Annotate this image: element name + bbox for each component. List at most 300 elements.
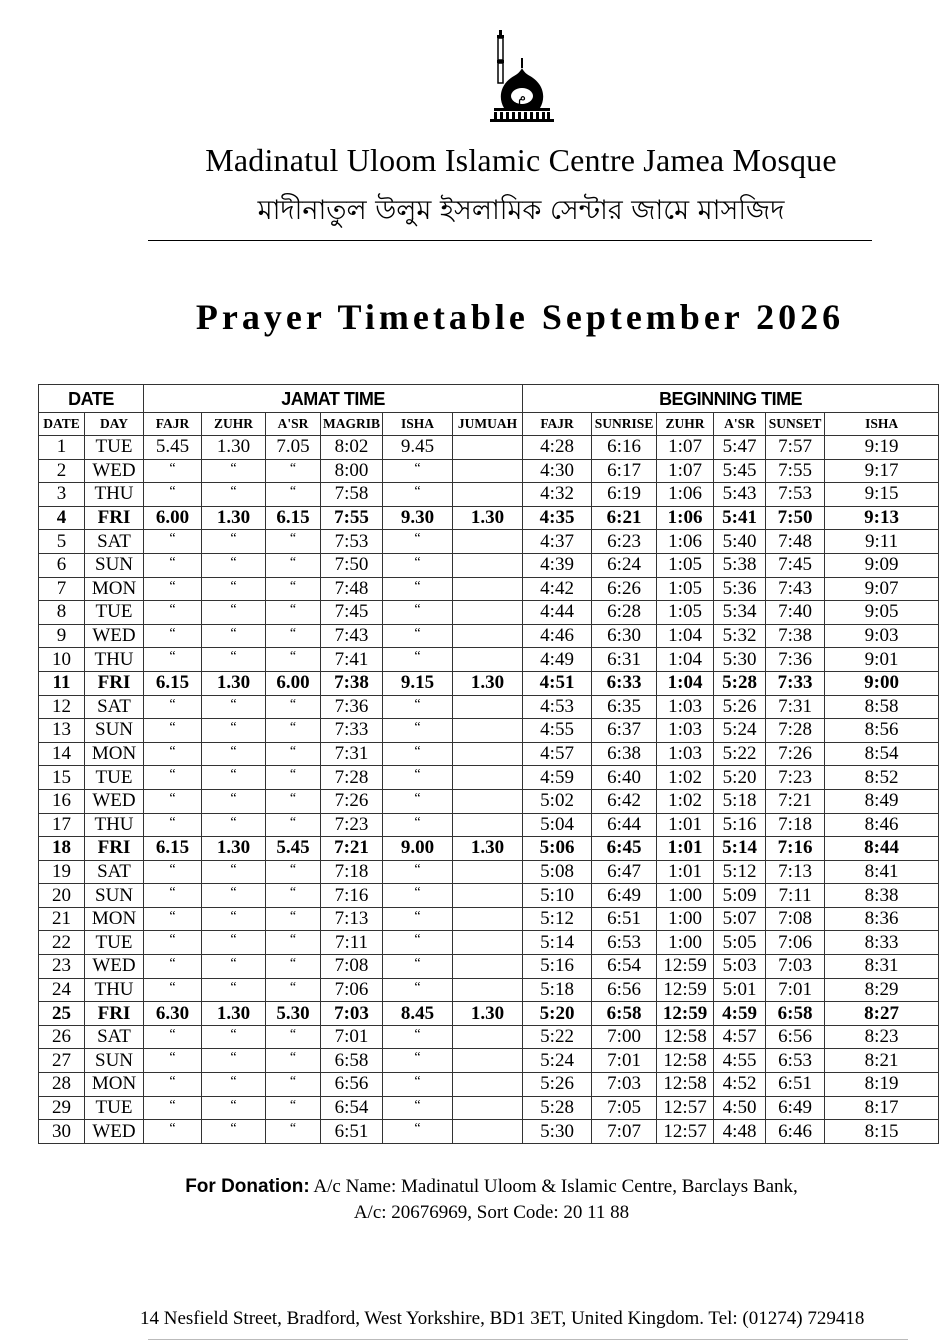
sunset-cell: 7:36 bbox=[766, 648, 825, 672]
begin-zuhr-cell: 1:03 bbox=[657, 742, 714, 766]
sunrise-cell: 6:28 bbox=[592, 601, 657, 625]
date-cell: 23 bbox=[39, 955, 85, 979]
jamat-jumuah-cell bbox=[453, 648, 523, 672]
jamat-magrib-cell: 7:43 bbox=[321, 624, 383, 648]
table-row bbox=[39, 530, 939, 554]
donation-label: For Donation: bbox=[185, 1176, 310, 1197]
jamat-jumuah-cell bbox=[453, 978, 523, 1002]
begin-zuhr-cell: 12:59 bbox=[657, 955, 714, 979]
begin-fajr-cell: 4:46 bbox=[523, 624, 592, 648]
table-row bbox=[39, 671, 939, 695]
sunrise-cell: 6:35 bbox=[592, 695, 657, 719]
jamat-zuhr-cell: “ bbox=[202, 1096, 266, 1120]
column-header: MAGRIB bbox=[321, 413, 383, 436]
begin-asr-cell: 5:12 bbox=[714, 860, 766, 884]
jamat-zuhr-cell: “ bbox=[202, 530, 266, 554]
jamat-jumuah-cell bbox=[453, 436, 523, 460]
begin-fajr-cell: 4:42 bbox=[523, 577, 592, 601]
begin-zuhr-cell: 1:05 bbox=[657, 577, 714, 601]
day-cell: WED bbox=[85, 624, 144, 648]
day-cell: THU bbox=[85, 978, 144, 1002]
sunset-cell: 7:48 bbox=[766, 530, 825, 554]
table-row bbox=[39, 742, 939, 766]
jamat-asr-cell: “ bbox=[266, 530, 321, 554]
jamat-jumuah-cell bbox=[453, 483, 523, 507]
jamat-jumuah-cell bbox=[453, 719, 523, 743]
jamat-isha-cell: “ bbox=[383, 978, 453, 1002]
table-row bbox=[39, 1120, 939, 1144]
jamat-magrib-cell: 7:16 bbox=[321, 884, 383, 908]
table-row bbox=[39, 601, 939, 625]
begin-fajr-cell: 5:12 bbox=[523, 907, 592, 931]
jamat-zuhr-cell: “ bbox=[202, 1073, 266, 1097]
sunrise-cell: 6:51 bbox=[592, 907, 657, 931]
date-cell: 17 bbox=[39, 813, 85, 837]
begin-asr-cell: 5:20 bbox=[714, 766, 766, 790]
day-cell: THU bbox=[85, 483, 144, 507]
begin-zuhr-cell: 1:02 bbox=[657, 766, 714, 790]
day-cell: TUE bbox=[85, 436, 144, 460]
jamat-isha-cell: “ bbox=[383, 1120, 453, 1144]
day-cell: TUE bbox=[85, 601, 144, 625]
jamat-zuhr-cell: “ bbox=[202, 955, 266, 979]
begin-asr-cell: 5:45 bbox=[714, 459, 766, 483]
sunset-cell: 7:57 bbox=[766, 436, 825, 460]
donation-line-1 bbox=[0, 1176, 952, 1198]
sunrise-cell: 6:45 bbox=[592, 837, 657, 861]
jamat-asr-cell: “ bbox=[266, 884, 321, 908]
jamat-fajr-cell: “ bbox=[144, 907, 202, 931]
begin-zuhr-cell: 1:06 bbox=[657, 506, 714, 530]
jamat-magrib-cell: 7:58 bbox=[321, 483, 383, 507]
footer-divider bbox=[148, 1339, 908, 1340]
begin-fajr-cell: 5:26 bbox=[523, 1073, 592, 1097]
jamat-asr-cell: “ bbox=[266, 742, 321, 766]
date-cell: 19 bbox=[39, 860, 85, 884]
begin-isha-cell: 9:13 bbox=[825, 506, 939, 530]
sunset-cell: 6:49 bbox=[766, 1096, 825, 1120]
jamat-zuhr-cell: “ bbox=[202, 789, 266, 813]
sunrise-cell: 6:33 bbox=[592, 671, 657, 695]
begin-fajr-cell: 4:37 bbox=[523, 530, 592, 554]
day-cell: WED bbox=[85, 789, 144, 813]
jamat-isha-cell: “ bbox=[383, 1073, 453, 1097]
day-cell: WED bbox=[85, 459, 144, 483]
jamat-jumuah-cell bbox=[453, 742, 523, 766]
day-cell: MON bbox=[85, 577, 144, 601]
sunrise-cell: 7:01 bbox=[592, 1049, 657, 1073]
jamat-zuhr-cell: “ bbox=[202, 695, 266, 719]
begin-zuhr-cell: 1:03 bbox=[657, 719, 714, 743]
jamat-zuhr-cell: “ bbox=[202, 813, 266, 837]
jamat-fajr-cell: “ bbox=[144, 601, 202, 625]
jamat-jumuah-cell bbox=[453, 1120, 523, 1144]
begin-isha-cell: 8:44 bbox=[825, 837, 939, 861]
date-cell: 21 bbox=[39, 907, 85, 931]
jamat-zuhr-cell: “ bbox=[202, 624, 266, 648]
begin-isha-cell: 8:27 bbox=[825, 1002, 939, 1026]
sunset-cell: 7:45 bbox=[766, 553, 825, 577]
jamat-asr-cell: “ bbox=[266, 1025, 321, 1049]
jamat-jumuah-cell bbox=[453, 459, 523, 483]
jamat-asr-cell: “ bbox=[266, 648, 321, 672]
begin-isha-cell: 9:07 bbox=[825, 577, 939, 601]
day-cell: TUE bbox=[85, 931, 144, 955]
date-cell: 15 bbox=[39, 766, 85, 790]
jamat-zuhr-cell: “ bbox=[202, 719, 266, 743]
jamat-asr-cell: “ bbox=[266, 601, 321, 625]
begin-zuhr-cell: 1:04 bbox=[657, 648, 714, 672]
begin-asr-cell: 5:18 bbox=[714, 789, 766, 813]
day-cell: THU bbox=[85, 813, 144, 837]
jamat-zuhr-cell: “ bbox=[202, 978, 266, 1002]
jamat-zuhr-cell: “ bbox=[202, 1120, 266, 1144]
jamat-jumuah-cell: 1.30 bbox=[453, 671, 523, 695]
sunset-cell: 6:56 bbox=[766, 1025, 825, 1049]
begin-asr-cell: 5:01 bbox=[714, 978, 766, 1002]
sunrise-cell: 6:58 bbox=[592, 1002, 657, 1026]
begin-fajr-cell: 5:28 bbox=[523, 1096, 592, 1120]
table-row bbox=[39, 1049, 939, 1073]
jamat-magrib-cell: 7:18 bbox=[321, 860, 383, 884]
jamat-fajr-cell: “ bbox=[144, 1025, 202, 1049]
column-header: ZUHR bbox=[657, 413, 714, 436]
begin-zuhr-cell: 1:02 bbox=[657, 789, 714, 813]
sunset-cell: 6:53 bbox=[766, 1049, 825, 1073]
jamat-zuhr-cell: “ bbox=[202, 742, 266, 766]
jamat-fajr-cell: “ bbox=[144, 860, 202, 884]
begin-isha-cell: 8:33 bbox=[825, 931, 939, 955]
sunset-cell: 7:55 bbox=[766, 459, 825, 483]
jamat-magrib-cell: 6:51 bbox=[321, 1120, 383, 1144]
jamat-magrib-cell: 7:26 bbox=[321, 789, 383, 813]
jamat-fajr-cell: “ bbox=[144, 530, 202, 554]
begin-fajr-cell: 4:32 bbox=[523, 483, 592, 507]
table-row bbox=[39, 719, 939, 743]
jamat-magrib-cell: 7:06 bbox=[321, 978, 383, 1002]
sunset-cell: 7:31 bbox=[766, 695, 825, 719]
begin-isha-cell: 9:15 bbox=[825, 483, 939, 507]
jamat-magrib-cell: 8:00 bbox=[321, 459, 383, 483]
begin-isha-cell: 8:41 bbox=[825, 860, 939, 884]
begin-zuhr-cell: 1:01 bbox=[657, 837, 714, 861]
begin-asr-cell: 4:57 bbox=[714, 1025, 766, 1049]
jamat-jumuah-cell bbox=[453, 907, 523, 931]
jamat-asr-cell: “ bbox=[266, 483, 321, 507]
jamat-zuhr-cell: “ bbox=[202, 483, 266, 507]
jamat-magrib-cell: 7:03 bbox=[321, 1002, 383, 1026]
day-cell: SAT bbox=[85, 860, 144, 884]
day-cell: MON bbox=[85, 907, 144, 931]
jamat-isha-cell: “ bbox=[383, 1049, 453, 1073]
jamat-zuhr-cell: “ bbox=[202, 907, 266, 931]
jamat-isha-cell: “ bbox=[383, 884, 453, 908]
column-header: ISHA bbox=[825, 413, 939, 436]
sunset-cell: 7:40 bbox=[766, 601, 825, 625]
begin-isha-cell: 8:46 bbox=[825, 813, 939, 837]
jamat-zuhr-cell: 1.30 bbox=[202, 506, 266, 530]
jamat-magrib-cell: 7:38 bbox=[321, 671, 383, 695]
begin-fajr-cell: 4:55 bbox=[523, 719, 592, 743]
date-cell: 27 bbox=[39, 1049, 85, 1073]
sunrise-cell: 6:23 bbox=[592, 530, 657, 554]
day-cell: SAT bbox=[85, 695, 144, 719]
jamat-magrib-cell: 7:01 bbox=[321, 1025, 383, 1049]
date-cell: 22 bbox=[39, 931, 85, 955]
table-row bbox=[39, 436, 939, 460]
column-header: SUNRISE bbox=[592, 413, 657, 436]
column-header: SUNSET bbox=[766, 413, 825, 436]
jamat-jumuah-cell bbox=[453, 1073, 523, 1097]
sunrise-cell: 6:44 bbox=[592, 813, 657, 837]
day-cell: SUN bbox=[85, 884, 144, 908]
jamat-magrib-cell: 7:28 bbox=[321, 766, 383, 790]
table-row bbox=[39, 907, 939, 931]
begin-asr-cell: 4:50 bbox=[714, 1096, 766, 1120]
jamat-asr-cell: “ bbox=[266, 789, 321, 813]
jamat-asr-cell: “ bbox=[266, 553, 321, 577]
table-row bbox=[39, 553, 939, 577]
day-cell: SUN bbox=[85, 1049, 144, 1073]
begin-fajr-cell: 5:08 bbox=[523, 860, 592, 884]
jamat-zuhr-cell: “ bbox=[202, 553, 266, 577]
jamat-jumuah-cell bbox=[453, 1049, 523, 1073]
jamat-isha-cell: “ bbox=[383, 577, 453, 601]
begin-fajr-cell: 4:57 bbox=[523, 742, 592, 766]
begin-isha-cell: 9:05 bbox=[825, 601, 939, 625]
mosque-logo bbox=[486, 28, 556, 124]
jamat-fajr-cell: 6.00 bbox=[144, 506, 202, 530]
begin-zuhr-cell: 12:58 bbox=[657, 1025, 714, 1049]
jamat-zuhr-cell: “ bbox=[202, 1049, 266, 1073]
begin-zuhr-cell: 12:59 bbox=[657, 1002, 714, 1026]
begin-zuhr-cell: 1:00 bbox=[657, 907, 714, 931]
jamat-isha-cell: “ bbox=[383, 624, 453, 648]
sunrise-cell: 6:38 bbox=[592, 742, 657, 766]
begin-asr-cell: 5:40 bbox=[714, 530, 766, 554]
jamat-magrib-cell: 7:23 bbox=[321, 813, 383, 837]
begin-fajr-cell: 5:10 bbox=[523, 884, 592, 908]
sunrise-cell: 6:31 bbox=[592, 648, 657, 672]
jamat-zuhr-cell: “ bbox=[202, 931, 266, 955]
jamat-fajr-cell: “ bbox=[144, 648, 202, 672]
begin-asr-cell: 4:55 bbox=[714, 1049, 766, 1073]
jamat-isha-cell: “ bbox=[383, 601, 453, 625]
jamat-fajr-cell: “ bbox=[144, 766, 202, 790]
date-cell: 28 bbox=[39, 1073, 85, 1097]
date-cell: 20 bbox=[39, 884, 85, 908]
sunrise-cell: 6:47 bbox=[592, 860, 657, 884]
begin-isha-cell: 8:23 bbox=[825, 1025, 939, 1049]
begin-fajr-cell: 4:49 bbox=[523, 648, 592, 672]
jamat-fajr-cell: “ bbox=[144, 624, 202, 648]
jamat-fajr-cell: “ bbox=[144, 931, 202, 955]
day-cell: FRI bbox=[85, 837, 144, 861]
jamat-fajr-cell: 5.45 bbox=[144, 436, 202, 460]
jamat-jumuah-cell bbox=[453, 553, 523, 577]
begin-fajr-cell: 5:16 bbox=[523, 955, 592, 979]
jamat-jumuah-cell: 1.30 bbox=[453, 506, 523, 530]
table-row bbox=[39, 695, 939, 719]
begin-fajr-cell: 5:20 bbox=[523, 1002, 592, 1026]
begin-fajr-cell: 5:24 bbox=[523, 1049, 592, 1073]
jamat-magrib-cell: 7:48 bbox=[321, 577, 383, 601]
begin-zuhr-cell: 12:58 bbox=[657, 1049, 714, 1073]
begin-asr-cell: 4:48 bbox=[714, 1120, 766, 1144]
date-cell: 14 bbox=[39, 742, 85, 766]
begin-isha-cell: 9:03 bbox=[825, 624, 939, 648]
sunrise-cell: 6:56 bbox=[592, 978, 657, 1002]
day-cell: SUN bbox=[85, 719, 144, 743]
jamat-fajr-cell: “ bbox=[144, 1073, 202, 1097]
sunset-cell: 7:16 bbox=[766, 837, 825, 861]
begin-fajr-cell: 4:30 bbox=[523, 459, 592, 483]
jamat-jumuah-cell bbox=[453, 695, 523, 719]
table-row bbox=[39, 766, 939, 790]
begin-asr-cell: 5:24 bbox=[714, 719, 766, 743]
jamat-isha-cell: “ bbox=[383, 648, 453, 672]
begin-isha-cell: 9:19 bbox=[825, 436, 939, 460]
begin-isha-cell: 9:09 bbox=[825, 553, 939, 577]
begin-fajr-cell: 5:04 bbox=[523, 813, 592, 837]
begin-zuhr-cell: 1:05 bbox=[657, 601, 714, 625]
jamat-asr-cell: “ bbox=[266, 931, 321, 955]
jamat-asr-cell: “ bbox=[266, 695, 321, 719]
begin-asr-cell: 5:38 bbox=[714, 553, 766, 577]
begin-isha-cell: 8:38 bbox=[825, 884, 939, 908]
date-cell: 8 bbox=[39, 601, 85, 625]
jamat-fajr-cell: 6.15 bbox=[144, 671, 202, 695]
jamat-isha-cell: “ bbox=[383, 459, 453, 483]
begin-fajr-cell: 4:53 bbox=[523, 695, 592, 719]
jamat-fajr-cell: “ bbox=[144, 1120, 202, 1144]
begin-asr-cell: 5:36 bbox=[714, 577, 766, 601]
sunset-cell: 7:43 bbox=[766, 577, 825, 601]
sunset-cell: 6:51 bbox=[766, 1073, 825, 1097]
column-header: DATE bbox=[39, 413, 85, 436]
sunset-cell: 7:21 bbox=[766, 789, 825, 813]
date-cell: 10 bbox=[39, 648, 85, 672]
jamat-isha-cell: 9.45 bbox=[383, 436, 453, 460]
sunrise-cell: 6:24 bbox=[592, 553, 657, 577]
table-row bbox=[39, 955, 939, 979]
begin-asr-cell: 5:47 bbox=[714, 436, 766, 460]
day-cell: MON bbox=[85, 742, 144, 766]
begin-zuhr-cell: 1:07 bbox=[657, 459, 714, 483]
jamat-isha-cell: “ bbox=[383, 742, 453, 766]
jamat-fajr-cell: “ bbox=[144, 459, 202, 483]
date-cell: 11 bbox=[39, 671, 85, 695]
jamat-fajr-cell: “ bbox=[144, 1096, 202, 1120]
begin-fajr-cell: 5:06 bbox=[523, 837, 592, 861]
table-row bbox=[39, 1073, 939, 1097]
begin-isha-cell: 8:56 bbox=[825, 719, 939, 743]
sunset-cell: 7:33 bbox=[766, 671, 825, 695]
begin-asr-cell: 5:07 bbox=[714, 907, 766, 931]
jamat-fajr-cell: “ bbox=[144, 884, 202, 908]
date-cell: 9 bbox=[39, 624, 85, 648]
day-cell: SAT bbox=[85, 530, 144, 554]
jamat-zuhr-cell: “ bbox=[202, 766, 266, 790]
day-cell: WED bbox=[85, 1120, 144, 1144]
begin-zuhr-cell: 12:57 bbox=[657, 1120, 714, 1144]
jamat-asr-cell: “ bbox=[266, 459, 321, 483]
sunrise-cell: 6:17 bbox=[592, 459, 657, 483]
begin-fajr-cell: 4:35 bbox=[523, 506, 592, 530]
jamat-isha-cell: “ bbox=[383, 719, 453, 743]
begin-asr-cell: 5:41 bbox=[714, 506, 766, 530]
jamat-isha-cell: “ bbox=[383, 907, 453, 931]
begin-zuhr-cell: 1:05 bbox=[657, 553, 714, 577]
begin-isha-cell: 9:01 bbox=[825, 648, 939, 672]
jamat-zuhr-cell: 1.30 bbox=[202, 837, 266, 861]
column-header: FAJR bbox=[523, 413, 592, 436]
begin-asr-cell: 5:26 bbox=[714, 695, 766, 719]
day-cell: TUE bbox=[85, 766, 144, 790]
jamat-magrib-cell: 7:53 bbox=[321, 530, 383, 554]
begin-isha-cell: 8:29 bbox=[825, 978, 939, 1002]
day-cell: FRI bbox=[85, 506, 144, 530]
table-row bbox=[39, 813, 939, 837]
jamat-isha-cell: “ bbox=[383, 695, 453, 719]
jamat-fajr-cell: “ bbox=[144, 955, 202, 979]
jamat-asr-cell: “ bbox=[266, 813, 321, 837]
jamat-fajr-cell: 6.30 bbox=[144, 1002, 202, 1026]
sunset-cell: 7:28 bbox=[766, 719, 825, 743]
jamat-magrib-cell: 7:55 bbox=[321, 506, 383, 530]
sunrise-cell: 6:53 bbox=[592, 931, 657, 955]
jamat-zuhr-cell: “ bbox=[202, 860, 266, 884]
jamat-isha-cell: “ bbox=[383, 553, 453, 577]
begin-fajr-cell: 5:14 bbox=[523, 931, 592, 955]
table-row bbox=[39, 506, 939, 530]
sunset-cell: 7:26 bbox=[766, 742, 825, 766]
begin-fajr-cell: 4:44 bbox=[523, 601, 592, 625]
jamat-fajr-cell: “ bbox=[144, 553, 202, 577]
begin-asr-cell: 5:09 bbox=[714, 884, 766, 908]
day-cell: WED bbox=[85, 955, 144, 979]
sunrise-cell: 6:16 bbox=[592, 436, 657, 460]
jamat-asr-cell: “ bbox=[266, 1096, 321, 1120]
column-header: A'SR bbox=[266, 413, 321, 436]
begin-isha-cell: 8:19 bbox=[825, 1073, 939, 1097]
jamat-isha-cell: 8.45 bbox=[383, 1002, 453, 1026]
jamat-jumuah-cell bbox=[453, 931, 523, 955]
jamat-magrib-cell: 7:08 bbox=[321, 955, 383, 979]
begin-asr-cell: 5:05 bbox=[714, 931, 766, 955]
begin-isha-cell: 9:17 bbox=[825, 459, 939, 483]
jamat-fajr-cell: “ bbox=[144, 1049, 202, 1073]
jamat-zuhr-cell: “ bbox=[202, 648, 266, 672]
begin-zuhr-cell: 1:01 bbox=[657, 860, 714, 884]
jamat-asr-cell: 5.45 bbox=[266, 837, 321, 861]
jamat-asr-cell: “ bbox=[266, 1120, 321, 1144]
jamat-magrib-cell: 7:36 bbox=[321, 695, 383, 719]
sunset-cell: 7:03 bbox=[766, 955, 825, 979]
sunrise-cell: 6:37 bbox=[592, 719, 657, 743]
begin-isha-cell: 8:17 bbox=[825, 1096, 939, 1120]
table-row bbox=[39, 483, 939, 507]
jamat-zuhr-cell: “ bbox=[202, 1025, 266, 1049]
begin-isha-cell: 8:54 bbox=[825, 742, 939, 766]
begin-fajr-cell: 5:02 bbox=[523, 789, 592, 813]
table-row bbox=[39, 837, 939, 861]
header-divider bbox=[148, 240, 872, 241]
begin-isha-cell: 8:31 bbox=[825, 955, 939, 979]
date-cell: 4 bbox=[39, 506, 85, 530]
sunrise-cell: 7:05 bbox=[592, 1096, 657, 1120]
begin-zuhr-cell: 1:06 bbox=[657, 483, 714, 507]
